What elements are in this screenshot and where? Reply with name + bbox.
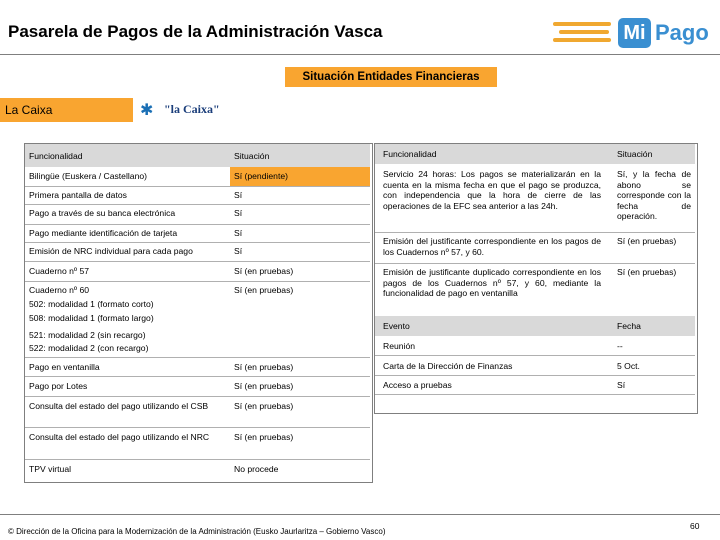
table-row-func: Bilingüe (Euskera / Castellano)	[29, 171, 147, 181]
table-row-func: Emisión del justificante correspondiente en los pagos de los Cuadernos nº 57, y 60.	[383, 236, 601, 257]
table-row-func: Pago en ventanilla	[29, 362, 100, 372]
table-row-sit: Sí (en pruebas)	[234, 432, 294, 442]
events-header-fecha: Fecha	[617, 321, 641, 331]
mipago-logo	[553, 14, 713, 54]
left-header-funcionalidad: Funcionalidad	[29, 151, 83, 161]
table-row-sit: Sí (en pruebas)	[234, 266, 294, 276]
bank-logo	[140, 100, 220, 120]
table-row-sit: Sí (en pruebas)	[617, 267, 677, 277]
table-row-sit: Sí	[234, 190, 243, 200]
events-header-row	[375, 316, 695, 336]
right-functionality-table	[374, 143, 698, 414]
cuaderno60-sub-item: 508: modalidad 1 (formato largo)	[29, 313, 154, 323]
table-row-func: Cuaderno nº 57	[29, 266, 89, 276]
table-row-sit: Sí, y la fecha de abono se corresponde con la fecha de operación.	[617, 169, 691, 221]
table-row-func: TPV virtual	[29, 464, 72, 474]
table-row-sit: No procede	[234, 464, 279, 474]
table-row-sit: Sí (en pruebas)	[234, 362, 294, 372]
table-row-sit: Sí (en pruebas)	[234, 381, 294, 391]
table-row-sit: Sí	[234, 246, 243, 256]
table-row-func: Pago a través de su banca electrónica	[29, 208, 176, 218]
page-title: Pasarela de Pagos de la Administración Vasca	[8, 22, 383, 41]
left-functionality-table	[24, 143, 373, 483]
table-row-func: Emisión de justificante duplicado correspondiente en los pagos de los Cuadernos nº 57, y 60, mediante la funcionalidad de pago en ventanilla	[383, 267, 601, 298]
table-row-func: Cuaderno nº 60	[29, 285, 89, 295]
event-row-date: Sí	[617, 380, 626, 390]
star-icon: ✱	[140, 102, 154, 119]
left-header-situacion: Situación	[234, 151, 270, 161]
right-header-funcionalidad: Funcionalidad	[383, 149, 437, 159]
header-divider	[0, 54, 720, 55]
page-number: 60	[690, 521, 700, 531]
cuaderno60-sub-item: 521: modalidad 2 (sin recargo)	[29, 330, 146, 340]
table-row-func: Consulta del estado del pago utilizando el NRC	[29, 432, 210, 442]
event-row-name: Carta de la Dirección de Finanzas	[383, 361, 513, 371]
cuaderno60-sub-item: 502: modalidad 1 (formato corto)	[29, 299, 154, 309]
table-row-func: Pago mediante identificación de tarjeta	[29, 228, 178, 238]
table-row-func: Consulta del estado del pago utilizando el CSB	[29, 401, 209, 411]
footer-copyright: © Dirección de la Oficina para la Modernización de la Administración (Eusko Jaurlaritza – Gobierno Vasco)	[8, 527, 386, 536]
right-header-situacion: Situación	[617, 149, 653, 159]
cuaderno60-sub-item: 522: modalidad 2 (con recargo)	[29, 343, 149, 353]
logo-mi: Mi	[618, 18, 651, 48]
bank-logo-text: "la Caixa"	[164, 102, 220, 116]
table-row-sit: Sí	[234, 208, 243, 218]
table-row-sit: Sí (en pruebas)	[234, 401, 294, 411]
table-row-sit: Sí (pendiente)	[234, 171, 288, 181]
bank-label: La Caixa	[0, 98, 133, 122]
events-header-evento: Evento	[383, 321, 410, 331]
table-row-func: Emisión de NRC individual para cada pago	[29, 246, 193, 256]
table-row-func: Primera pantalla de datos	[29, 190, 127, 200]
table-row-sit: Sí (en pruebas)	[234, 285, 294, 295]
event-row-name: Reunión	[383, 341, 416, 351]
table-row-sit: Sí	[234, 228, 243, 238]
table-row-func: Pago por Lotes	[29, 381, 88, 391]
footer-divider	[0, 514, 720, 515]
table-row-func: Servicio 24 horas: Los pagos se materializarán en la cuenta en la misma fecha en que el pago se produzca, con independencia que la hora de cierre de las operaciones de la EFC sea anterior a las 24h.	[383, 169, 601, 211]
logo-pago: Pago	[655, 20, 709, 45]
event-row-name: Acceso a pruebas	[383, 380, 452, 390]
table-row-sit: Sí (en pruebas)	[617, 236, 677, 246]
section-title: Situación Entidades Financieras	[285, 67, 497, 87]
event-row-date: 5 Oct.	[617, 361, 640, 371]
event-row-date: --	[617, 341, 623, 351]
